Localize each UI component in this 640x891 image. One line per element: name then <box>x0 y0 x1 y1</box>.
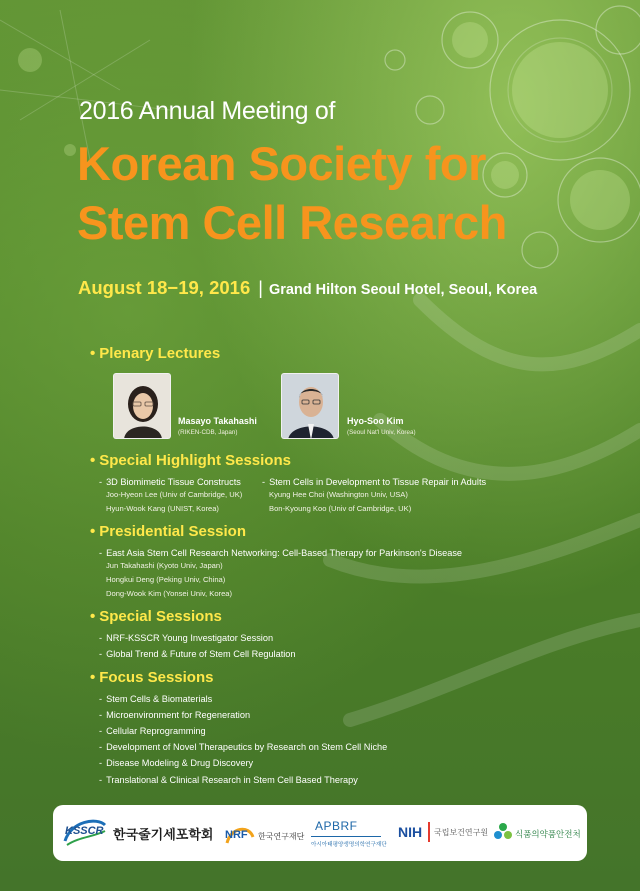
focus-heading: • Focus Sessions <box>90 669 214 686</box>
nih-divider <box>428 822 430 842</box>
date-venue-line <box>78 277 537 299</box>
title-line-1: Korean Society for <box>77 137 486 190</box>
highlight-right-speaker-2: Bon-Kyoung Koo (Univ of Cambridge, UK) <box>269 504 412 513</box>
presidential-heading: • Presidential Session <box>90 523 246 540</box>
speaker-name-takahashi: Masayo Takahashi <box>178 416 257 426</box>
special-item-2: - Global Trend & Future of Stem Cell Regulation <box>99 649 296 659</box>
highlight-session-left: - 3D Biomimetic Tissue Constructs <box>99 477 241 487</box>
bullet: • <box>90 345 96 362</box>
presidential-speaker-3: Dong-Wook Kim (Yonsei Univ, Korea) <box>106 589 233 598</box>
apbrf-name: 아시아태평양생명의학연구재단 <box>311 842 387 848</box>
speaker-name-kim: Hyo-Soo Kim <box>347 416 404 426</box>
focus-item-4: - Development of Novel Therapeutics by Research on Stem Cell Niche <box>99 742 388 752</box>
bullet: • <box>90 523 96 540</box>
separator: | <box>258 278 263 298</box>
focus-item-6: - Translational & Clinical Research in Stem Cell Based Therapy <box>99 775 358 785</box>
kicker-text: 2016 Annual Meeting of <box>79 97 336 125</box>
event-venue: Grand Hilton Seoul Hotel, Seoul, Korea <box>268 282 538 298</box>
apbrf-rule <box>311 836 381 837</box>
nrf-logo-text: NRF <box>225 829 248 841</box>
focus-item-3: - Cellular Reprogramming <box>99 726 206 736</box>
speaker-affiliation-kim: (Seoul Nat'l Univ, Korea) <box>347 429 416 436</box>
ksscr-logo-text: KSSCR <box>65 825 104 837</box>
bullet: • <box>90 452 96 469</box>
focus-item-2: - Microenvironment for Regeneration <box>99 710 251 720</box>
bullet: • <box>90 669 96 686</box>
presidential-session-title: - East Asia Stem Cell Research Networking: Cell-Based Therapy for Parkinson's Disease <box>99 548 463 558</box>
apbrf-logo-text: APBRF <box>315 819 358 833</box>
highlight-left-speaker-1: Joo-Hyeon Lee (Univ of Cambridge, UK) <box>106 490 243 499</box>
title-line-2: Stem Cell Research <box>77 196 507 249</box>
bullet: • <box>90 608 96 625</box>
nrf-name: 한국연구재단 <box>258 832 305 841</box>
presidential-speaker-1: Jun Takahashi (Kyoto Univ, Japan) <box>106 561 223 570</box>
focus-item-1: - Stem Cells & Biomaterials <box>99 694 213 704</box>
sponsor-bar <box>53 805 587 861</box>
focus-item-5: - Disease Modeling & Drug Discovery <box>99 758 254 768</box>
mfds-logo <box>493 822 513 847</box>
highlight-right-speaker-1: Kyung Hee Choi (Washington Univ, USA) <box>269 490 408 499</box>
special-item-1: - NRF-KSSCR Young Investigator Session <box>99 633 274 643</box>
ksscr-name: 한국줄기세포학회 <box>113 827 214 842</box>
nih-name: 국립보건연구원 <box>434 828 489 837</box>
presidential-speaker-2: Hongkui Deng (Peking Univ, China) <box>106 575 226 584</box>
event-date: August 18−19, 2016 <box>78 277 251 298</box>
speaker-photo-takahashi <box>113 373 171 439</box>
highlight-session-right: - Stem Cells in Development to Tissue Repair in Adults <box>262 477 487 487</box>
nih-logo-text: NIH <box>398 824 423 840</box>
highlight-left-speaker-2: Hyun-Wook Kang (UNIST, Korea) <box>106 504 219 513</box>
plenary-heading: • Plenary Lectures <box>90 345 221 362</box>
highlight-heading: • Special Highlight Sessions <box>90 452 291 469</box>
special-heading: • Special Sessions <box>90 608 222 625</box>
speaker-photo-kim <box>281 373 339 439</box>
mfds-name: 식품의약품안전처 <box>515 829 581 839</box>
speaker-affiliation-takahashi: (RIKEN-CDB, Japan) <box>178 429 238 436</box>
